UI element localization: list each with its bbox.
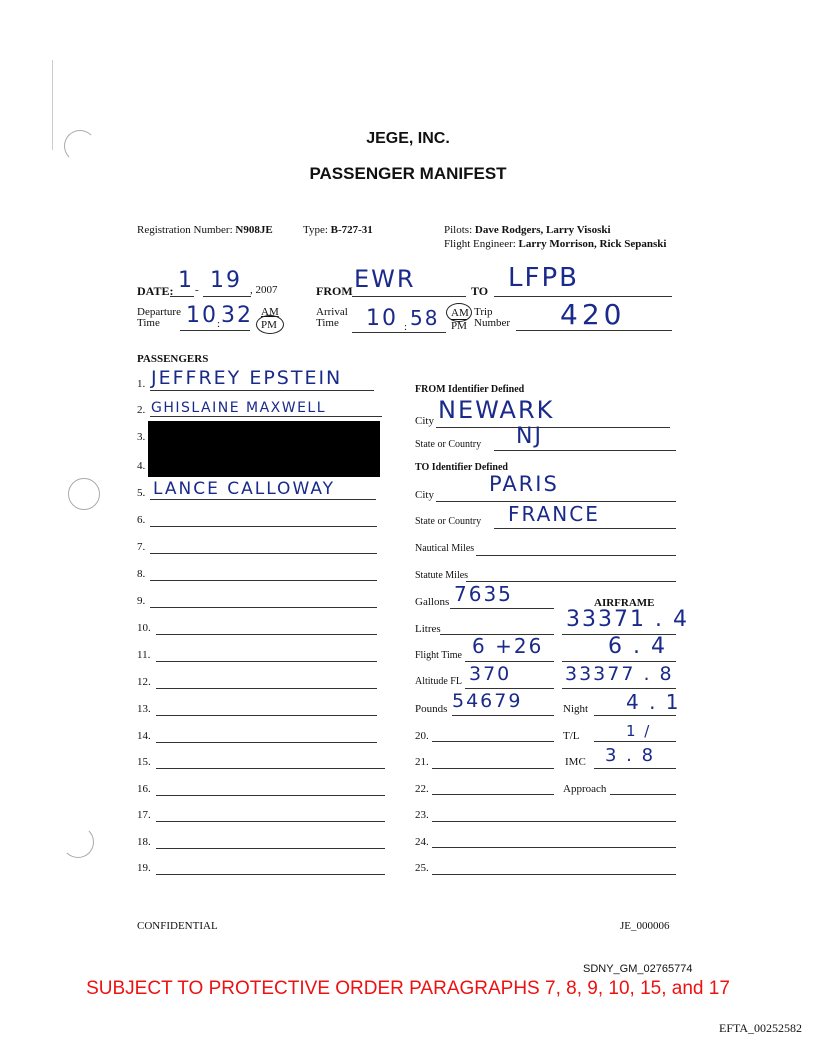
from-city-label: City: [415, 415, 434, 427]
pounds-line: [452, 715, 554, 716]
date-label: DATE:: [137, 284, 174, 298]
departure-label: Departure Time: [137, 306, 181, 329]
passenger-line: [150, 499, 376, 500]
to-city-label: City: [415, 489, 434, 501]
from-value: EWR: [354, 265, 416, 293]
line-24: [432, 847, 676, 848]
line-25: [432, 874, 676, 875]
passenger-name: GHISLAINE MAXWELL: [151, 400, 327, 416]
date-year: , 2007: [250, 284, 278, 296]
redaction-box: [148, 421, 380, 477]
passenger-name: LANCE CALLOWAY: [153, 479, 336, 499]
registration-value: N908JE: [235, 224, 273, 236]
night-label: Night: [563, 703, 589, 715]
line-21: [432, 768, 554, 769]
imc-line: [594, 768, 676, 769]
airframe-line-3: [562, 688, 676, 689]
flight-engineer-value: Larry Morrison, Rick Sepanski: [518, 238, 667, 250]
date-month: 1: [178, 268, 194, 293]
airframe-line-2: [562, 661, 676, 662]
to-state-line: [494, 528, 676, 529]
altitude-label: Altitude FL: [415, 676, 462, 687]
tl-value: 1 /: [626, 722, 652, 740]
line-22-num: 22.: [415, 783, 429, 795]
tl-line: [594, 741, 676, 742]
date-day-line: [203, 296, 251, 297]
line-22: [432, 794, 554, 795]
passenger-line: [150, 580, 377, 581]
night-line: [594, 715, 676, 716]
line-23-num: 23.: [415, 809, 429, 821]
passenger-num: 12.: [137, 676, 151, 688]
passenger-line: [150, 607, 377, 608]
flight-time-label: Flight Time: [415, 650, 462, 661]
flight-engineer-label: Flight Engineer: Larry Morrison, Rick Sepanski: [444, 238, 667, 250]
passenger-line: [156, 768, 385, 769]
to-state-label: State or Country: [415, 516, 482, 527]
airframe-value-3: 33377 . 8: [565, 663, 674, 685]
arrival-label: Arrival Time: [316, 306, 348, 329]
efta-number: EFTA_00252582: [719, 1021, 803, 1035]
passenger-num: 16.: [137, 783, 151, 795]
nautical-miles-label: Nautical Miles: [415, 543, 475, 554]
gallons-line: [450, 608, 554, 609]
passenger-num: 3.: [137, 431, 146, 443]
arrival-am: AM: [451, 307, 469, 319]
line-21-num: 21.: [415, 756, 429, 768]
imc-label: IMC: [565, 756, 586, 768]
passenger-num: 17.: [137, 809, 151, 821]
binder-hole-middle: [68, 478, 100, 510]
protective-order-notice: SUBJECT TO PROTECTIVE ORDER PARAGRAPHS 7, 8, 9, 10, 15, and 17: [86, 978, 730, 999]
passenger-num: 9.: [137, 595, 146, 607]
line-23: [432, 821, 676, 822]
tl-label: T/L: [563, 730, 580, 742]
departure-line: [180, 330, 250, 331]
passenger-num: 11.: [137, 649, 151, 661]
flight-time-line: [465, 661, 554, 662]
night-value: 4 . 1: [626, 690, 681, 714]
approach-label: Approach: [563, 783, 607, 795]
to-value: LFPB: [508, 263, 579, 293]
pounds-value: 54679: [452, 690, 523, 712]
airframe-value-1: 33371 . 4: [566, 607, 689, 632]
from-state-value: NJ: [516, 424, 543, 449]
line-20-num: 20.: [415, 730, 429, 742]
pilots-value: Dave Rodgers, Larry Visoski: [474, 224, 611, 236]
registration-label: Registration Number: N908JE: [137, 224, 273, 236]
passenger-num: 4.: [137, 460, 146, 472]
passenger-line: [156, 634, 377, 635]
arrival-min: 58: [410, 306, 440, 330]
passenger-line: [156, 795, 385, 796]
document-id: JE_000006: [620, 920, 670, 932]
date-month-line: [170, 296, 194, 297]
arrival-colon: :: [404, 321, 408, 333]
departure-min: 32: [221, 303, 253, 328]
passenger-line: [150, 553, 377, 554]
bates-number: SDNY_GM_02765774: [583, 963, 693, 975]
pilots-label: Pilots: Dave Rodgers, Larry Visoski: [444, 224, 611, 236]
company-name: JEGE, INC.: [366, 130, 450, 147]
passenger-line: [150, 526, 377, 527]
arrival-hour: 10: [366, 306, 398, 331]
to-state-value: FRANCE: [508, 502, 600, 526]
passenger-line: [156, 661, 377, 662]
passenger-num: 13.: [137, 703, 151, 715]
to-label: TO: [471, 284, 489, 298]
date-day: 19: [210, 268, 242, 293]
passenger-line: [156, 821, 385, 822]
passenger-line: [156, 742, 377, 743]
airframe-value-2: 6 . 4: [608, 634, 667, 659]
passenger-num: 6.: [137, 514, 146, 526]
passenger-num: 14.: [137, 730, 151, 742]
passenger-num: 15.: [137, 756, 151, 768]
gallons-label: Gallons: [415, 596, 450, 608]
approach-line: [610, 794, 676, 795]
trip-value: 420: [560, 298, 626, 331]
type-value: B-727-31: [330, 224, 373, 236]
departure-pm-circle: [256, 315, 284, 334]
nautical-miles-line: [476, 555, 676, 556]
statute-miles-label: Statute Miles: [415, 570, 469, 581]
passenger-line: [156, 715, 377, 716]
line-20: [432, 741, 554, 742]
departure-pm: PM: [261, 319, 277, 331]
from-state-label: State or Country: [415, 439, 482, 450]
passenger-name: JEFFREY EPSTEIN: [151, 367, 343, 389]
from-state-line: [494, 450, 676, 451]
type-label: Type: B-727-31: [303, 224, 373, 236]
passenger-num: 2.: [137, 404, 146, 416]
line-25-num: 25.: [415, 862, 429, 874]
departure-am: AM: [261, 306, 279, 318]
arrival-line: [352, 332, 446, 333]
passenger-line: [156, 874, 385, 875]
trip-label: Trip Number: [474, 306, 511, 329]
passengers-heading: PASSENGERS: [137, 353, 209, 365]
to-line: [494, 296, 672, 297]
airframe-heading: AIRFRAME: [594, 597, 655, 609]
from-label: FROM: [316, 284, 353, 298]
passenger-num: 5.: [137, 487, 146, 499]
departure-hour: 10: [186, 303, 218, 328]
passenger-num: 1.: [137, 378, 146, 390]
binder-hole-bottom: [62, 826, 94, 858]
date-sep: -: [195, 284, 199, 296]
passenger-num: 18.: [137, 836, 151, 848]
arrival-pm: $\overline{PM}$: [451, 320, 467, 332]
to-identifier-heading: TO Identifier Defined: [415, 462, 508, 473]
passenger-line: [156, 848, 385, 849]
passenger-line: [150, 416, 382, 417]
document-title: PASSENGER MANIFEST: [309, 164, 507, 183]
litres-label: Litres: [415, 623, 441, 635]
passenger-num: 10.: [137, 622, 151, 634]
from-identifier-heading: FROM Identifier Defined: [415, 384, 525, 395]
pounds-label: Pounds: [415, 703, 448, 715]
gallons-value: 7635: [454, 582, 513, 606]
from-line: [352, 296, 466, 297]
from-city-line: [436, 427, 670, 428]
passenger-num: 19.: [137, 862, 151, 874]
to-city-value: PARIS: [489, 472, 559, 496]
altitude-line: [465, 688, 554, 689]
from-city-value: NEWARK: [438, 396, 555, 424]
altitude-value: 370: [469, 663, 512, 685]
passenger-line: [150, 390, 374, 391]
passenger-num: 8.: [137, 568, 146, 580]
flight-time-value: 6 +26: [472, 634, 544, 658]
confidential-label: CONFIDENTIAL: [137, 920, 218, 932]
passenger-line: [156, 688, 377, 689]
imc-value: 3 . 8: [605, 745, 656, 766]
passenger-num: 7.: [137, 541, 146, 553]
departure-colon: :: [217, 318, 221, 330]
line-24-num: 24.: [415, 836, 429, 848]
